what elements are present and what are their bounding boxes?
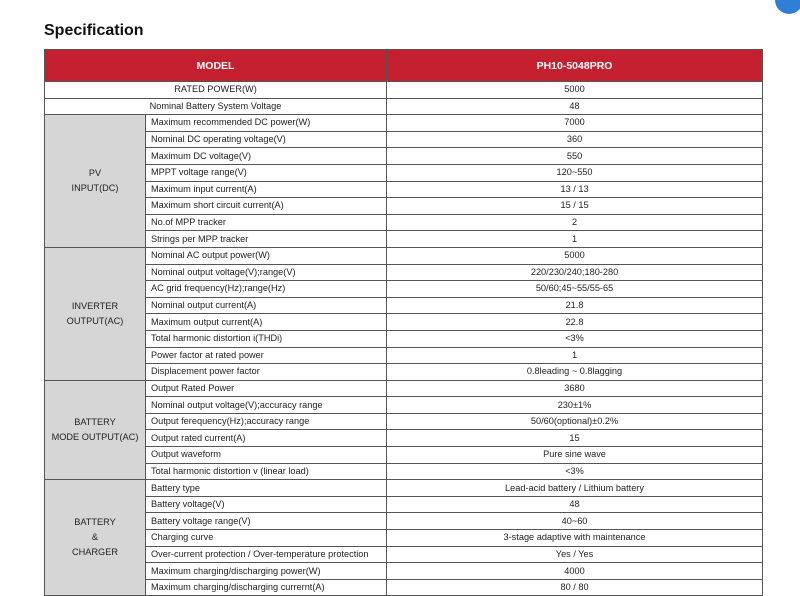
table-row <box>45 463 763 480</box>
param-name: Strings per MPP tracker <box>146 231 387 248</box>
table-row <box>45 181 763 198</box>
table-row <box>45 198 763 215</box>
param-name: Over-current protection / Over-temperature protection <box>146 546 387 563</box>
table-row <box>45 364 763 381</box>
param-value: 220/230/240;180-280 <box>387 264 763 281</box>
param-name: Battery voltage(V) <box>146 496 387 513</box>
param-value: 50/60(optional)±0.2% <box>387 413 763 430</box>
param-value: 3680 <box>387 380 763 397</box>
group-label <box>45 480 146 596</box>
param-value: 15 / 15 <box>387 198 763 215</box>
param-value: 15 <box>387 430 763 447</box>
table-row <box>45 579 763 596</box>
table-row <box>45 496 763 513</box>
param-value: 1 <box>387 231 763 248</box>
group-label <box>45 380 146 480</box>
table-row <box>45 380 763 397</box>
param-name: Nominal output current(A) <box>146 297 387 314</box>
group-label-line: BATTERY <box>74 517 116 528</box>
param-value: 4000 <box>387 563 763 580</box>
table-row <box>45 98 763 115</box>
param-value: 1 <box>387 347 763 364</box>
param-value: 40~60 <box>387 513 763 530</box>
row-label: RATED POWER(W) <box>45 82 387 99</box>
table-row <box>45 563 763 580</box>
param-value: 7000 <box>387 115 763 132</box>
param-value: 50/60;45~55/55-65 <box>387 281 763 298</box>
param-name: Power factor at rated power <box>146 347 387 364</box>
param-value: 80 / 80 <box>387 579 763 596</box>
table-row <box>45 115 763 132</box>
row-value: 48 <box>387 98 763 115</box>
param-name: Displacement power factor <box>146 364 387 381</box>
param-value: 360 <box>387 131 763 148</box>
table-row <box>45 164 763 181</box>
param-value: 3-stage adaptive with maintenance <box>387 530 763 547</box>
group-label-line: OUTPUT(AC) <box>66 315 124 326</box>
param-name: Output rated current(A) <box>146 430 387 447</box>
param-value: 48 <box>387 496 763 513</box>
param-name: Maximum DC voltage(V) <box>146 148 387 165</box>
table-row <box>45 281 763 298</box>
param-value: 550 <box>387 148 763 165</box>
table-row <box>45 447 763 464</box>
param-value: 230±1% <box>387 397 763 414</box>
param-name: Maximum output current(A) <box>146 314 387 331</box>
group-label <box>45 115 146 248</box>
param-name: Total harmonic distortion i(THDi) <box>146 330 387 347</box>
param-value: Lead-acid battery / Lithium battery <box>387 480 763 497</box>
table-row <box>45 231 763 248</box>
table-row <box>45 82 763 99</box>
param-value: 0.8leading ~ 0.8lagging <box>387 364 763 381</box>
param-value: 13 / 13 <box>387 181 763 198</box>
page-title: Specification <box>44 22 144 39</box>
param-value: Yes / Yes <box>387 546 763 563</box>
row-value: 5000 <box>387 82 763 99</box>
table-row <box>45 413 763 430</box>
group-label-line: INVERTER <box>71 300 119 311</box>
table-row <box>45 530 763 547</box>
param-name: Output waveform <box>146 447 387 464</box>
table-row <box>45 513 763 530</box>
table-row <box>45 314 763 331</box>
param-value: 2 <box>387 214 763 231</box>
group-label-line: CHARGER <box>72 547 118 558</box>
param-name: Output ferequency(Hz);accuracy range <box>146 413 387 430</box>
table-row <box>45 330 763 347</box>
param-value: 22.8 <box>387 314 763 331</box>
table-row <box>45 397 763 414</box>
table-row <box>45 214 763 231</box>
param-name: Maximum charging/discharging power(W) <box>146 563 387 580</box>
param-name: Output Rated Power <box>146 380 387 397</box>
param-name: Nominal output voltage(V);accuracy range <box>146 397 387 414</box>
param-name: Maximum input current(A) <box>146 181 387 198</box>
group-label-line: INPUT(DC) <box>71 183 119 194</box>
table-header-row <box>45 50 763 82</box>
param-name: AC grid frequency(Hz);range(Hz) <box>146 281 387 298</box>
corner-badge <box>775 0 800 14</box>
param-name: Battery type <box>146 480 387 497</box>
param-name: Maximum recommended DC power(W) <box>146 115 387 132</box>
model-value: PH10-5048PRO <box>387 50 763 82</box>
group-label-line: PV <box>88 168 102 179</box>
table-row <box>45 148 763 165</box>
table-row <box>45 247 763 264</box>
param-name: Nominal AC output power(W) <box>146 247 387 264</box>
param-value: <3% <box>387 330 763 347</box>
param-name: No.of MPP tracker <box>146 214 387 231</box>
param-name: Charging curve <box>146 530 387 547</box>
param-name: Maximum charging/discharging currernt(A) <box>146 579 387 596</box>
table-row <box>45 430 763 447</box>
param-name: Total harmonic distortion v (linear load) <box>146 463 387 480</box>
table-row <box>45 131 763 148</box>
param-name: Nominal output voltage(V);range(V) <box>146 264 387 281</box>
specification-table <box>44 49 763 596</box>
param-name: Nominal DC operating voltage(V) <box>146 131 387 148</box>
group-label-line: BATTERY <box>74 416 116 427</box>
param-value: 21.8 <box>387 297 763 314</box>
group-label-line: & <box>91 532 99 543</box>
param-name: Battery voltage range(V) <box>146 513 387 530</box>
param-value: <3% <box>387 463 763 480</box>
table-row <box>45 264 763 281</box>
param-value: 120~550 <box>387 164 763 181</box>
param-value: 5000 <box>387 247 763 264</box>
table-row <box>45 480 763 497</box>
model-label: MODEL <box>45 50 387 82</box>
param-name: Maximum short circuit current(A) <box>146 198 387 215</box>
group-label <box>45 247 146 380</box>
table-row <box>45 297 763 314</box>
param-value: Pure sine wave <box>387 447 763 464</box>
table-row <box>45 347 763 364</box>
param-name: MPPT voltage range(V) <box>146 164 387 181</box>
row-label: Nominal Battery System Voltage <box>45 98 387 115</box>
group-label-line: MODE OUTPUT(AC) <box>51 431 139 442</box>
table-row <box>45 546 763 563</box>
